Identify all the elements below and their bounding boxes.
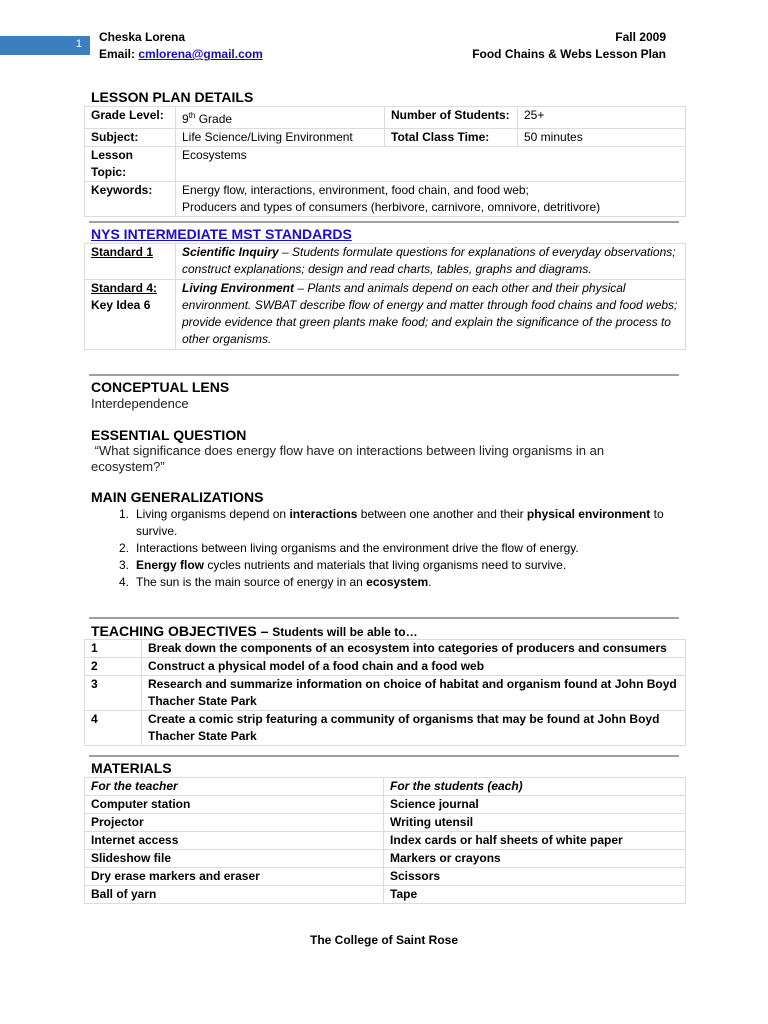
lesson-details-heading: LESSON PLAN DETAILS [91, 89, 254, 105]
table-row [85, 850, 686, 868]
student-material: Scissors [384, 868, 686, 886]
table-row [85, 711, 686, 746]
standard-4-text: Living Environment – Plants and animals depend on each other and their physical environment. SWBAT describe flow of energy and matter through food chains and food webs; provide evidence that green plants make food; and explain the significance of the process to other organisms. [176, 280, 686, 350]
divider [89, 221, 679, 223]
table-row [85, 640, 686, 658]
teacher-material: Ball of yarn [85, 886, 384, 904]
table-row [85, 796, 686, 814]
standards-table [84, 243, 686, 350]
table-row [85, 868, 686, 886]
materials-heading: MATERIALS [91, 760, 172, 776]
header-right [472, 29, 666, 63]
conceptual-lens-heading: CONCEPTUAL LENS [91, 379, 230, 395]
topic-value: Ecosystems [176, 147, 686, 182]
objectives-table [84, 639, 686, 746]
objective-number: 4 [85, 711, 142, 746]
divider [89, 617, 679, 619]
objective-text: Construct a physical model of a food chain and a food web [142, 658, 686, 676]
generalizations-heading: MAIN GENERALIZATIONS [91, 489, 264, 505]
email-link[interactable]: cmlorena@gmail.com [138, 47, 263, 61]
generalizations-list [109, 506, 674, 591]
objective-text: Research and summarize information on choice of habitat and organism found at John Boyd Thacher State Park [142, 676, 686, 711]
keywords-value: Energy flow, interactions, environment, food chain, and food web; Producers and types of consumers (herbivore, carnivore, omnivore, detritivore) [176, 182, 686, 217]
list-item: 2. Interactions between living organisms and the environment drive the flow of energy. [118, 541, 579, 555]
table-row [85, 832, 686, 850]
page-number: 1 [75, 38, 82, 50]
list-item: 1. Living organisms depend on interactions between one another and their physical environment to survive. [118, 507, 664, 538]
list-item: 4. The sun is the main source of energy in an ecosystem. [118, 575, 432, 589]
standard-1-label: Standard 1 [85, 244, 176, 280]
footer: The College of Saint Rose [309, 933, 459, 947]
subject-label: Subject: [85, 129, 176, 147]
standard-1-text: Scientific Inquiry – Students formulate questions for explanations of everyday observations; construct explanations; design and read charts, tables, graphs and diagrams. [176, 244, 686, 280]
teacher-material: Dry erase markers and eraser [85, 868, 384, 886]
subject-value: Life Science/Living Environment [176, 129, 385, 147]
student-material: Index cards or half sheets of white paper [384, 832, 686, 850]
teacher-material: Internet access [85, 832, 384, 850]
teacher-material: Projector [85, 814, 384, 832]
teacher-column-header: For the teacher [85, 778, 384, 796]
standards-heading: NYS INTERMEDIATE MST STANDARDS [91, 226, 352, 242]
keywords-label: Keywords: [85, 182, 176, 217]
objective-text: Break down the components of an ecosystem into categories of producers and consumers [142, 640, 686, 658]
student-material: Markers or crayons [384, 850, 686, 868]
essential-question-heading: ESSENTIAL QUESTION [91, 427, 247, 443]
students-label: Number of Students: [385, 107, 518, 129]
list-item: 3. Energy flow cycles nutrients and materials that living organisms need to survive. [118, 558, 567, 572]
table-row [85, 280, 686, 350]
email-line [99, 46, 263, 63]
conceptual-lens-value: Interdependence [91, 396, 189, 411]
grade-superscript: th [188, 111, 196, 120]
students-column-header: For the students (each) [384, 778, 686, 796]
objective-text: Create a comic strip featuring a community of organisms that may be found at John Boyd Thacher State Park [142, 711, 686, 746]
page-number-tab [0, 36, 90, 55]
table-row [85, 129, 686, 147]
topic-label: Lesson Topic: [85, 147, 176, 182]
table-row [85, 147, 686, 182]
header-left [99, 29, 263, 63]
table-row [85, 244, 686, 280]
student-material: Science journal [384, 796, 686, 814]
table-row [85, 886, 686, 904]
table-row [85, 778, 686, 796]
student-material: Tape [384, 886, 686, 904]
objective-number: 2 [85, 658, 142, 676]
table-row [85, 107, 686, 129]
term: Fall 2009 [615, 30, 666, 44]
grade-label: Grade Level: [85, 107, 176, 129]
essential-question-text: “What significance does energy flow have on interactions between living organisms in an ecosystem?” [91, 443, 605, 474]
student-material: Writing utensil [384, 814, 686, 832]
teacher-material: Computer station [85, 796, 384, 814]
objective-number: 3 [85, 676, 142, 711]
lesson-details-table [84, 106, 686, 217]
divider [89, 755, 679, 757]
standard-4-label: Standard 4: Key Idea 6 [85, 280, 176, 350]
divider [89, 374, 679, 376]
grade-value: 9th Grade [176, 107, 385, 129]
materials-table [84, 777, 686, 904]
author-name: Cheska Lorena [99, 30, 186, 44]
table-row [85, 658, 686, 676]
students-value: 25+ [518, 107, 686, 129]
objective-number: 1 [85, 640, 142, 658]
doc-title: Food Chains & Webs Lesson Plan [472, 47, 666, 61]
time-label: Total Class Time: [385, 129, 518, 147]
table-row [85, 676, 686, 711]
table-row [85, 182, 686, 217]
table-row [85, 814, 686, 832]
teacher-material: Slideshow file [85, 850, 384, 868]
objectives-heading: TEACHING OBJECTIVES – Students will be able to… [91, 623, 418, 639]
time-value: 50 minutes [518, 129, 686, 147]
email-label: Email: [99, 47, 136, 61]
